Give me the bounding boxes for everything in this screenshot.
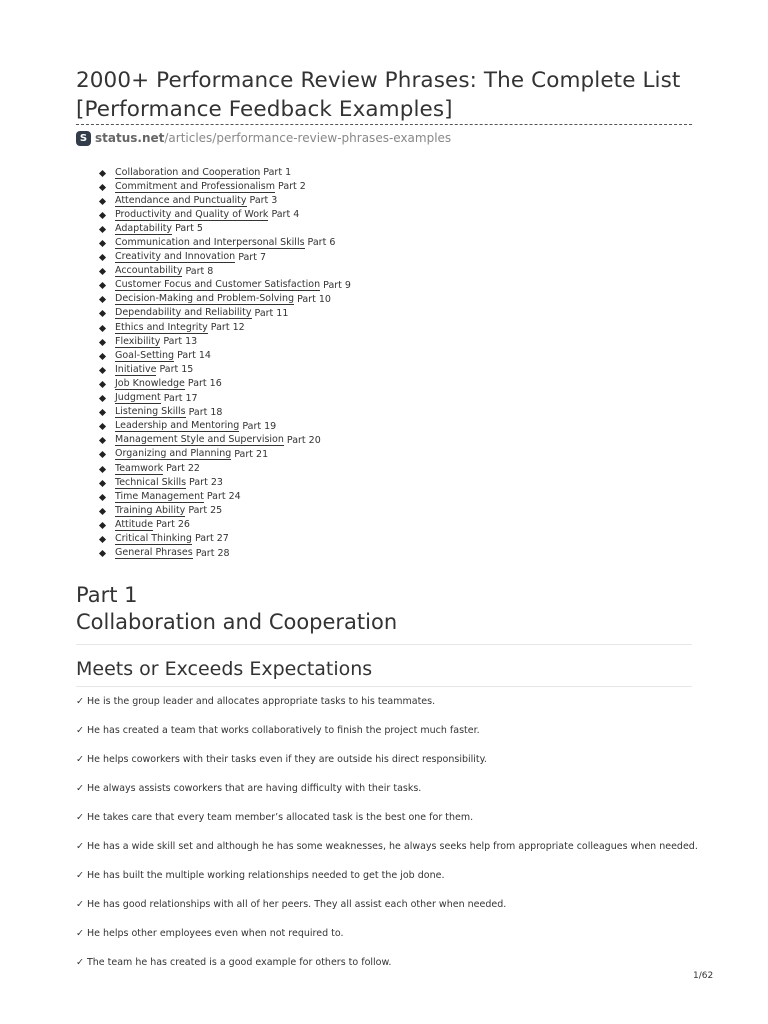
- toc-part-label: Part 23: [189, 477, 223, 489]
- diamond-bullet-icon: [99, 240, 106, 247]
- toc-part-label: Part 15: [159, 364, 194, 376]
- toc-item: [100, 349, 351, 363]
- source-path: /articles/performance-review-phrases-examples: [164, 131, 452, 145]
- diamond-bullet-icon: [99, 494, 106, 501]
- toc-part-label: Part 1: [263, 167, 292, 178]
- toc-link[interactable]: Collaboration and Cooperation: [115, 166, 261, 178]
- phrase-item: ✓ He always assists coworkers that are having difficulty with their tasks.: [76, 783, 422, 794]
- toc-item: [100, 363, 351, 377]
- diamond-bullet-icon: [99, 536, 106, 543]
- toc-link[interactable]: Productivity and Quality of Work: [115, 208, 269, 220]
- toc-link[interactable]: Dependability and Reliability: [115, 307, 252, 319]
- toc-item: [100, 490, 351, 504]
- phrase-item: ✓ He has good relationships with all of her peers. They all assist each other when needed.: [76, 899, 507, 910]
- diamond-bullet-icon: [99, 381, 106, 388]
- toc-item: [100, 293, 351, 307]
- diamond-bullet-icon: [99, 508, 106, 515]
- phrase-list: [76, 694, 698, 984]
- section-part: Part 1: [76, 583, 138, 607]
- page-number: 1/62: [693, 971, 714, 981]
- site-logo-icon: S: [76, 131, 91, 146]
- toc-link[interactable]: Decision-Making and Problem-Solving: [115, 293, 295, 305]
- toc-part-label: Part 14: [177, 350, 211, 362]
- toc-part-label: Part 12: [210, 322, 245, 334]
- toc-item: [100, 180, 351, 194]
- toc-link[interactable]: Communication and Interpersonal Skills: [115, 237, 305, 249]
- table-of-contents: [100, 166, 351, 561]
- toc-link[interactable]: Flexibility: [115, 335, 161, 347]
- toc-item: [100, 532, 351, 546]
- sub-heading: Meets or Exceeds Expectations: [76, 656, 692, 687]
- toc-link[interactable]: Attitude: [115, 518, 154, 530]
- toc-item: [100, 265, 351, 279]
- toc-link[interactable]: Attendance and Punctuality: [115, 194, 247, 206]
- phrase-item: ✓ He takes care that every team member’s allocated task is the best one for them.: [76, 812, 474, 823]
- toc-link[interactable]: Job Knowledge: [115, 377, 185, 389]
- phrase-item: ✓ He is the group leader and allocates appropriate tasks to his teammates.: [76, 696, 436, 707]
- toc-item: [100, 222, 351, 236]
- toc-link[interactable]: Leadership and Mentoring: [115, 420, 240, 432]
- toc-item: [100, 420, 351, 434]
- diamond-bullet-icon: [99, 395, 106, 402]
- section-title: Collaboration and Cooperation: [76, 610, 398, 634]
- toc-part-label: Part 24: [206, 491, 241, 503]
- diamond-bullet-icon: [99, 423, 106, 430]
- toc-part-label: Part 2: [278, 181, 306, 193]
- toc-item: [100, 462, 351, 476]
- toc-item: [100, 392, 351, 406]
- toc-link[interactable]: Commitment and Professionalism: [115, 180, 276, 192]
- diamond-bullet-icon: [99, 310, 106, 317]
- toc-link[interactable]: Critical Thinking: [115, 532, 192, 544]
- toc-item: [100, 251, 351, 265]
- source-domain: status.net: [95, 131, 165, 145]
- toc-part-label: Part 19: [242, 420, 277, 432]
- toc-link[interactable]: Technical Skills: [115, 476, 187, 488]
- toc-part-label: Part 13: [163, 336, 198, 348]
- toc-link[interactable]: Management Style and Supervision: [115, 434, 284, 446]
- diamond-bullet-icon: [99, 170, 106, 177]
- diamond-bullet-icon: [99, 282, 106, 289]
- toc-link[interactable]: Creativity and Innovation: [115, 251, 236, 263]
- diamond-bullet-icon: [99, 522, 106, 529]
- toc-part-label: Part 10: [297, 293, 331, 305]
- diamond-bullet-icon: [99, 367, 106, 374]
- toc-part-label: Part 11: [254, 307, 289, 319]
- toc-link[interactable]: Listening Skills: [115, 406, 186, 418]
- toc-item: [100, 448, 351, 462]
- toc-item: [100, 377, 351, 391]
- toc-part-label: Part 20: [286, 434, 321, 446]
- toc-part-label: Part 6: [307, 237, 336, 249]
- toc-item: [100, 208, 351, 222]
- diamond-bullet-icon: [99, 451, 106, 458]
- toc-part-label: Part 3: [249, 195, 278, 207]
- toc-part-label: Part 5: [175, 223, 203, 235]
- toc-link[interactable]: Judgment: [115, 392, 161, 404]
- page-title: 2000+ Performance Review Phrases: The Complete List [Performance Feedback Examples]: [76, 68, 681, 122]
- toc-item: [100, 321, 351, 335]
- toc-item: [100, 406, 351, 420]
- diamond-bullet-icon: [99, 480, 106, 487]
- toc-link[interactable]: Goal-Setting: [115, 349, 175, 361]
- diamond-bullet-icon: [99, 254, 106, 261]
- phrase-item: ✓ The team he has created is a good example for others to follow.: [76, 957, 392, 968]
- toc-link[interactable]: Customer Focus and Customer Satisfaction: [115, 279, 321, 291]
- toc-part-label: Part 21: [234, 448, 269, 460]
- phrase-item: ✓ He helps other employees even when not required to.: [76, 928, 344, 939]
- diamond-bullet-icon: [99, 437, 106, 444]
- toc-part-label: Part 28: [195, 547, 230, 559]
- toc-link[interactable]: General Phrases: [115, 547, 193, 559]
- toc-part-label: Part 25: [188, 505, 223, 517]
- toc-item: [100, 518, 351, 532]
- toc-item: [100, 307, 351, 321]
- toc-item: [100, 335, 351, 349]
- section-heading: [76, 582, 692, 645]
- toc-item: [100, 279, 351, 293]
- toc-link[interactable]: Training Ability: [115, 504, 186, 516]
- diamond-bullet-icon: [99, 296, 106, 303]
- diamond-bullet-icon: [99, 409, 106, 416]
- toc-part-label: Part 9: [323, 279, 351, 291]
- toc-part-label: Part 17: [163, 392, 198, 404]
- toc-item: [100, 194, 351, 208]
- phrase-item: ✓ He has created a team that works collaboratively to finish the project much faster.: [76, 725, 480, 736]
- toc-item: [100, 434, 351, 448]
- phrase-item: ✓ He helps coworkers with their tasks even if they are outside his direct responsibility.: [76, 754, 487, 765]
- toc-part-label: Part 7: [238, 251, 267, 263]
- source-url[interactable]: [76, 129, 455, 147]
- toc-part-label: Part 16: [187, 378, 222, 390]
- toc-item: [100, 504, 351, 518]
- toc-item: [100, 476, 351, 490]
- diamond-bullet-icon: [99, 226, 106, 233]
- toc-link[interactable]: Teamwork: [115, 462, 164, 474]
- dashed-divider: [76, 124, 692, 125]
- toc-part-label: Part 18: [188, 406, 223, 418]
- toc-link[interactable]: Accountability: [115, 265, 183, 277]
- diamond-bullet-icon: [99, 184, 106, 191]
- toc-item: [100, 166, 351, 180]
- toc-link[interactable]: Initiative: [115, 363, 157, 375]
- toc-link[interactable]: Time Management: [115, 490, 204, 502]
- toc-part-label: Part 4: [271, 209, 300, 221]
- diamond-bullet-icon: [99, 339, 106, 346]
- toc-part-label: Part 27: [194, 533, 229, 545]
- toc-part-label: Part 22: [166, 462, 200, 474]
- phrase-item: ✓ He has built the multiple working relationships needed to get the job done.: [76, 870, 445, 881]
- toc-link[interactable]: Adaptability: [115, 222, 173, 234]
- diamond-bullet-icon: [99, 325, 106, 332]
- diamond-bullet-icon: [99, 268, 106, 275]
- diamond-bullet-icon: [99, 550, 106, 557]
- diamond-bullet-icon: [99, 198, 106, 205]
- diamond-bullet-icon: [99, 465, 106, 472]
- toc-part-label: Part 8: [185, 265, 214, 277]
- toc-item: [100, 547, 351, 561]
- toc-link[interactable]: Organizing and Planning: [115, 448, 232, 460]
- phrase-item: ✓ He has a wide skill set and although he has some weaknesses, he always seeks help from appropriate colleagues when needed.: [76, 841, 698, 852]
- toc-part-label: Part 26: [156, 519, 190, 531]
- diamond-bullet-icon: [99, 212, 106, 219]
- toc-link[interactable]: Ethics and Integrity: [115, 321, 208, 333]
- toc-item: [100, 236, 351, 250]
- diamond-bullet-icon: [99, 353, 106, 360]
